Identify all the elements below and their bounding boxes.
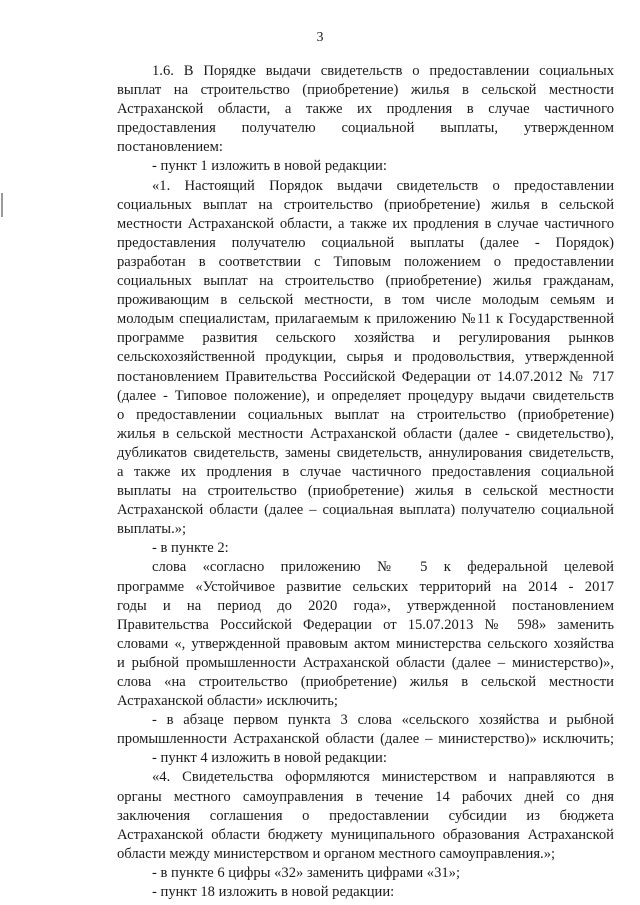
text-line: органы местного самоуправления в течение 14 рабочих дней со дня xyxy=(117,788,614,805)
page-number: 3 xyxy=(316,30,324,45)
text-line: - в абзаце первом пункта 3 слова «сельского хозяйства и рыбной xyxy=(152,712,614,729)
text-line: сельскохозяйственной продукции, сырья и продовольствия, утвержденной xyxy=(117,349,614,366)
text-line: - пункт 1 изложить в новой редакции: xyxy=(152,158,387,175)
text-line: постановлением: xyxy=(117,139,223,156)
text-line: - пункт 4 изложить в новой редакции: xyxy=(152,750,387,767)
text-line: промышленности Астраханской области (далее – министерство)» исключить; xyxy=(117,731,614,748)
text-line: программе «Устойчивое развитие сельских территорий на 2014 - 2017 xyxy=(117,578,614,595)
text-line: (далее - Типовое положение), и определяет процедуру выдачи свидетельств xyxy=(117,387,614,404)
text-line: Астраханской области, а также их продления в случае частичного xyxy=(117,101,614,118)
text-line: Астраханской области бюджету муниципального образования Астраханской xyxy=(117,826,614,843)
text-line: жилья в сельской местности Астраханской области (далее - свидетельство), xyxy=(117,425,614,442)
text-line: проживающим в сельской местности, в том числе молодым семьям и xyxy=(117,292,614,309)
text-line: программе развития сельского хозяйства и регулирования рынков xyxy=(117,330,614,347)
text-line: слова «согласно приложению № 5 к федеральной целевой xyxy=(152,559,614,576)
text-line: местности Астраханской области, а также их продления в случае частичного xyxy=(117,215,614,232)
text-line: 1.6. В Порядке выдачи свидетельств о предоставлении социальных xyxy=(152,63,614,79)
text-line: дубликатов свидетельств, замены свидетельств, аннулирования свидетельств, xyxy=(117,444,614,461)
text-line: «4. Свидетельства оформляются министерством и направляются в xyxy=(152,769,614,786)
text-line: - пункт 18 изложить в новой редакции: xyxy=(152,884,395,901)
text-line: словами «, утвержденной правовым актом министерства сельского хозяйства xyxy=(117,635,614,652)
text-line: «1. Настоящий Порядок выдачи свидетельств о предоставлении xyxy=(152,177,614,194)
text-line: социальных выплат на строительство (приобретение) жилья гражданам, xyxy=(117,273,614,290)
text-line: выплаты.»; xyxy=(117,521,187,538)
text-line: а также их продления в случае частичного предоставления социальной xyxy=(117,463,614,480)
text-line: социальных выплат на строительство (приобретение) жилья в сельской xyxy=(117,196,614,213)
text-line: молодым специалистам, прилагаемым к приложению №11 к Государственной xyxy=(117,311,614,328)
text-line: Правительства Российской Федерации от 15.07.2013 № 598» заменить xyxy=(117,616,614,633)
text-line: слова «на строительство (приобретение) жилья в сельской местности xyxy=(117,674,614,690)
text-line: предоставления получателю социальной выплаты, утвержденном xyxy=(117,120,614,137)
text-line: Астраханской области (далее – социальная выплата) получателю социальной xyxy=(117,502,614,519)
text-line: годы и на период до 2020 года», утвержденной постановлением xyxy=(117,597,614,614)
text-line: разработан в соответствии с Типовым положением о предоставлении xyxy=(117,253,614,270)
text-line: - в пункте 2: xyxy=(152,540,229,557)
text-line: и рыбной промышленности Астраханской области (далее – министерство)», xyxy=(117,654,614,671)
text-line: выплат на строительство (приобретение) жилья в сельской местности xyxy=(117,82,614,99)
text-line: - в пункте 6 цифры «32» заменить цифрами «31»; xyxy=(152,864,461,881)
scan-edge-mark xyxy=(1,193,3,217)
text-line: предоставления получателю социальной выплаты (далее - Порядок) xyxy=(117,234,614,251)
text-line: выплаты на строительство (приобретение) жилья в сельской местности xyxy=(117,483,614,500)
text-line: Астраханской области» исключить; xyxy=(117,693,338,710)
text-line: области между министерством и органом местного самоуправления.»; xyxy=(117,845,556,862)
text-line: постановлением Правительства Российской Федерации от 14.07.2012 № 717 xyxy=(117,368,614,385)
text-line: заключения соглашения о предоставлении субсидии из бюджета xyxy=(117,807,614,824)
document-body xyxy=(117,62,614,902)
text-line: о предоставлении социальных выплат на строительство (приобретение) xyxy=(117,406,614,423)
